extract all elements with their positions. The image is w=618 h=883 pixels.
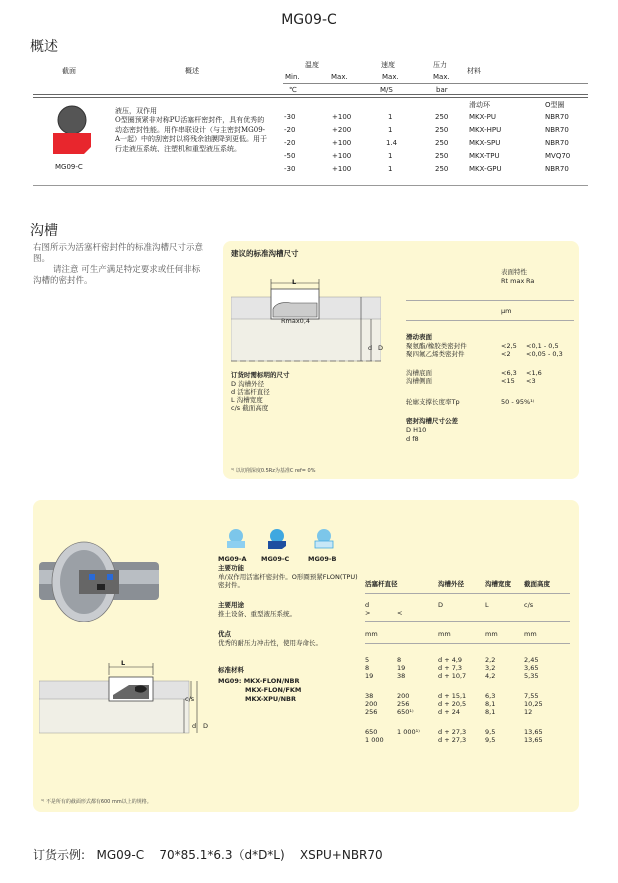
- table-row: [365, 672, 575, 680]
- mat-line: MG09: MKX-FLON/NBR: [218, 677, 300, 685]
- func-text: 单/双作用活塞杆密封件。O形圈预紧FLON(TPU) 密封件。: [218, 573, 358, 590]
- label-cs: c/s: [185, 695, 195, 703]
- material-ring-head: 滑动环: [469, 101, 490, 109]
- cell-pressure: 250: [435, 139, 449, 147]
- table-row: [365, 736, 575, 744]
- col-pressure: 压力: [433, 61, 447, 69]
- box1-footnote: ¹⁾ 以切削深度0.5Rz为基准C ref= 0%: [231, 468, 316, 474]
- mat-line: MKX-FLON/FKM: [245, 686, 302, 694]
- cell-speed: 1: [388, 152, 393, 160]
- cell: 3,2: [485, 664, 496, 672]
- unit-mm: mm: [365, 630, 378, 638]
- cell: 7,55: [524, 692, 539, 700]
- col-desc: 概述: [185, 67, 199, 75]
- cell-oring: NBR70: [545, 139, 569, 147]
- profile-label-c: MG09-C: [261, 555, 290, 563]
- cell-oring: MVQ70: [545, 152, 571, 160]
- sliding-row-label: 聚四氟乙烯类密封件: [406, 350, 465, 358]
- groove-row-rt: <6,3: [501, 369, 517, 377]
- groove-intro: [33, 243, 208, 287]
- cell-ring: MKX-SPU: [469, 139, 501, 147]
- cell: 8,1: [485, 708, 496, 716]
- groove-intro-text-2: 请注意 可生产满足特定要求或任何非标沟槽的密封件。: [33, 265, 201, 287]
- cell: d + 15,1: [438, 692, 467, 700]
- sub-head-lt: <: [397, 609, 403, 617]
- cell: 200: [397, 692, 410, 700]
- use-text: 推土设备、重型液压系统。: [218, 610, 296, 618]
- mat-line: MKX-XPU/NBR: [245, 695, 296, 703]
- sub-head-cs: c/s: [524, 601, 534, 609]
- order-item: c/s 截面高度: [231, 404, 269, 412]
- cell-ring: MKX-HPU: [469, 126, 502, 134]
- groove-intro-text: 右图所示为活塞杆密封件的标准沟槽尺寸示意图。: [33, 243, 204, 265]
- cell-tmax: +100: [332, 152, 352, 160]
- table-row: [284, 126, 584, 139]
- col-temp-max: Max.: [331, 73, 348, 81]
- label-d2: d: [192, 722, 197, 730]
- cell: 4,2: [485, 672, 496, 680]
- overview-rows: [284, 113, 584, 178]
- cell-tmin: -50: [284, 152, 296, 160]
- col-head-D: 沟槽外径: [438, 580, 464, 588]
- sub-head-d: d: [365, 601, 370, 609]
- cell: 9,5: [485, 728, 496, 736]
- cell-tmax: +200: [332, 126, 352, 134]
- cell: 1 000¹⁾: [397, 728, 420, 736]
- cell: 9,5: [485, 736, 496, 744]
- label-rmax: Rmax0,4: [281, 317, 311, 325]
- func-heading: 主要功能: [218, 564, 244, 572]
- label-D: D: [378, 344, 384, 352]
- order-item: D 沟槽外径: [231, 380, 265, 388]
- order-heading: 订货时需标明的尺寸: [231, 371, 290, 379]
- groove-row-ra: <3: [526, 377, 536, 385]
- cell: 8: [397, 656, 402, 664]
- cell: 5,35: [524, 672, 539, 680]
- cell: 8,1: [485, 700, 496, 708]
- groove-row-label: 沟槽侧面: [406, 377, 432, 385]
- cell: 256: [397, 700, 410, 708]
- unit-pressure: bar: [436, 86, 448, 94]
- profile-label-b: MG09-B: [308, 555, 337, 563]
- cell-tmin: -30: [284, 113, 296, 121]
- cell: 19: [365, 672, 374, 680]
- table-row: [365, 656, 575, 664]
- profile-label: MG09-C: [55, 163, 83, 171]
- table-row: [284, 113, 584, 126]
- unit-um: μm: [501, 307, 512, 315]
- sub-head-L: L: [485, 601, 489, 609]
- profile-mg09b-icon: [313, 528, 335, 550]
- profile-mg09a-icon: [225, 528, 247, 550]
- cell: 13,65: [524, 736, 543, 744]
- product-groove-panel: [33, 500, 579, 812]
- cell: 2,45: [524, 656, 539, 664]
- cell: d + 27,3: [438, 736, 467, 744]
- cell: 10,25: [524, 700, 543, 708]
- cell: d + 4,9: [438, 656, 463, 664]
- cell-pressure: 250: [435, 165, 449, 173]
- table-row: [284, 139, 584, 152]
- cell-ring: MKX-PU: [469, 113, 496, 121]
- cell: d + 20,5: [438, 700, 467, 708]
- size-table-body: [365, 656, 575, 744]
- unit-temp: ℃: [289, 86, 297, 94]
- tol-item: d f8: [406, 435, 419, 443]
- col-head-L: 沟槽宽度: [485, 580, 511, 588]
- sliding-row-ra: <0,05 - 0,3: [526, 350, 563, 358]
- groove-section-drawing: [39, 655, 199, 735]
- label-L: L: [292, 278, 297, 286]
- col-speed: 速度: [381, 61, 395, 69]
- cell-pressure: 250: [435, 126, 449, 134]
- cell: d + 10,7: [438, 672, 467, 680]
- cell-speed: 1: [388, 113, 393, 121]
- tol-heading: 密封沟槽尺寸公差: [406, 417, 458, 425]
- col-speed-max: Max.: [382, 73, 399, 81]
- mat-heading: 标准材料: [218, 666, 244, 674]
- groove-row-label: 沟槽底面: [406, 369, 432, 377]
- cell-tmin: -30: [284, 165, 296, 173]
- cell-tmin: -20: [284, 139, 296, 147]
- cell-tmax: +100: [332, 165, 352, 173]
- surface-heading: 表面特性: [501, 268, 527, 276]
- label-L2: L: [121, 659, 126, 667]
- cell: 6,3: [485, 692, 496, 700]
- cell: 13,65: [524, 728, 543, 736]
- unit-mm: mm: [524, 630, 537, 638]
- groove-dimensions-panel: [223, 241, 579, 479]
- cell-oring: NBR70: [545, 165, 569, 173]
- table-row: [365, 692, 575, 700]
- overview-description: 液压，双作用 O型圈预紧非对称PU活塞杆密封件，具有优秀的动态密封性能。用作串联设计（与主密封MG09-A一起）中的刮密封以将残余油膜降到更低。用于行走液压系统、注塑机和重型液压系统。: [115, 107, 268, 153]
- profile-label-a: MG09-A: [218, 555, 247, 563]
- surface-ra: Ra: [526, 277, 535, 285]
- cell: 1 000: [365, 736, 384, 744]
- sub-head-D: D: [438, 601, 444, 609]
- cell-pressure: 250: [435, 113, 449, 121]
- cell: 19: [397, 664, 406, 672]
- col-section: 截面: [62, 67, 76, 75]
- profile-mg09c-icon: [266, 528, 288, 550]
- cell-oring: NBR70: [545, 126, 569, 134]
- sliding-row-rt: <2: [501, 350, 511, 358]
- groove-row-ra: <1,6: [526, 369, 542, 377]
- cell: d + 27,3: [438, 728, 467, 736]
- tol-item: D H10: [406, 426, 427, 434]
- groove-row-rt: <15: [501, 377, 515, 385]
- surface-rt: Rt max: [501, 277, 525, 285]
- groove-heading: 沟槽: [30, 223, 58, 239]
- label-d: d: [368, 344, 373, 352]
- cell: 650¹⁾: [397, 708, 414, 716]
- col-material: 材料: [467, 67, 481, 75]
- cell: d + 7,3: [438, 664, 463, 672]
- rod-seal-3d-illustration: [39, 522, 189, 622]
- cell: 12: [524, 708, 533, 716]
- sliding-row-rt: <2,5: [501, 342, 517, 350]
- sliding-row-label: 聚氨酯/橡胶类密封件: [406, 342, 467, 350]
- adv-heading: 优点: [218, 630, 231, 638]
- cell-ring: MKX-TPU: [469, 152, 500, 160]
- table-row: [284, 165, 584, 178]
- col-head-d: 活塞杆直径: [365, 580, 398, 588]
- sliding-heading: 滑动表面: [406, 333, 432, 341]
- table-row: [365, 728, 575, 736]
- order-item: L 沟槽宽度: [231, 396, 263, 404]
- use-heading: 主要用途: [218, 601, 244, 609]
- table-row: [284, 152, 584, 165]
- box1-title: 建议的标准沟槽尺寸: [231, 249, 299, 258]
- order-item: d 活塞杆直径: [231, 388, 270, 396]
- overview-heading: 概述: [30, 39, 58, 55]
- sliding-row-ra: <0,1 - 0,5: [526, 342, 559, 350]
- col-head-cs: 截面高度: [524, 580, 550, 588]
- material-oring-head: O型圈: [545, 101, 565, 109]
- cell-tmax: +100: [332, 113, 352, 121]
- cell-tmin: -20: [284, 126, 296, 134]
- cell: 5: [365, 656, 370, 664]
- box2-footnote: ¹⁾ 不是所有的截面形式都有600 mm以上的规格。: [41, 799, 152, 805]
- cell-speed: 1: [388, 165, 393, 173]
- document-title: MG09-C: [281, 12, 337, 28]
- cell: 256: [365, 708, 378, 716]
- cell-ring: MKX-GPU: [469, 165, 502, 173]
- col-pressure-max: Max.: [433, 73, 450, 81]
- cell-speed: 1: [388, 126, 393, 134]
- cell: d + 24: [438, 708, 460, 716]
- order-example: 订货示例: MG09-C 70*85.1*6.3（d*D*L) XSPU+NBR70: [33, 848, 383, 862]
- cell: 38: [365, 692, 374, 700]
- cell: 2,2: [485, 656, 496, 664]
- label-D2: D: [203, 722, 209, 730]
- cell: 8: [365, 664, 370, 672]
- unit-speed: M/S: [380, 86, 393, 94]
- profile-mg09c-illustration: [50, 103, 94, 161]
- cell: 38: [397, 672, 406, 680]
- col-temp-min: Min.: [285, 73, 300, 81]
- cell: 650: [365, 728, 378, 736]
- sub-head-gt: >: [365, 609, 371, 617]
- col-temp: 温度: [305, 61, 319, 69]
- tp-value: 50 - 95%¹⁾: [501, 398, 535, 406]
- table-row: [365, 700, 575, 708]
- cell-pressure: 250: [435, 152, 449, 160]
- cell-speed: 1.4: [386, 139, 398, 147]
- cell-oring: NBR70: [545, 113, 569, 121]
- adv-text: 优秀的耐压力冲击性，使用寿命长。: [218, 639, 322, 647]
- tp-label: 轮廓支撑长度率Tp: [406, 398, 460, 406]
- cell: 3,65: [524, 664, 539, 672]
- table-row: [365, 664, 575, 672]
- unit-mm: mm: [438, 630, 451, 638]
- cell-tmax: +100: [332, 139, 352, 147]
- cell: 200: [365, 700, 378, 708]
- table-row: [365, 708, 575, 716]
- unit-mm: mm: [485, 630, 498, 638]
